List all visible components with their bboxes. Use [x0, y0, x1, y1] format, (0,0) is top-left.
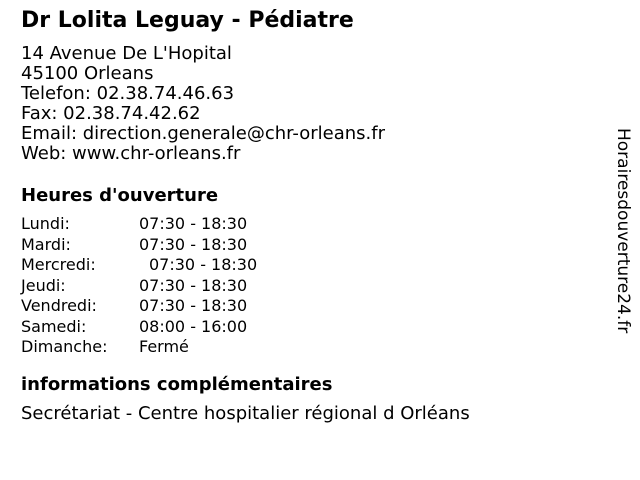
hours-row-saturday: [21, 317, 600, 338]
hours-day-label: Jeudi:: [21, 275, 66, 295]
contact-block: [21, 44, 600, 164]
hours-day-label: Lundi:: [21, 214, 70, 233]
opening-hours-table: [21, 214, 600, 358]
hours-time-value: 07:30 - 18:30: [139, 214, 248, 233]
site-watermark: Horairesdouverture24.fr: [613, 128, 633, 334]
hours-time-value: 08:00 - 16:00: [139, 316, 248, 336]
contact-street: 14 Avenue De L'Hopital: [21, 43, 232, 64]
hours-day-label: Dimanche:: [21, 337, 108, 356]
contact-fax: Fax: 02.38.74.42.62: [21, 103, 201, 124]
hours-row-tuesday: [21, 235, 600, 256]
contact-email: Email: direction.generale@chr-orleans.fr: [21, 123, 385, 144]
hours-day-label: Mardi:: [21, 234, 71, 254]
additional-info-text: Secrétariat - Centre hospitalier régional d Orléans: [21, 402, 470, 424]
contact-phone: Telefon: 02.38.74.46.63: [21, 83, 235, 104]
hours-row-sunday: [21, 337, 600, 358]
hours-row-monday: [21, 214, 600, 235]
contact-web: Web: www.chr-orleans.fr: [21, 143, 241, 164]
hours-time-value: Fermé: [139, 337, 189, 356]
contact-city: 45100 Orleans: [21, 63, 154, 84]
hours-time-value: 07:30 - 18:30: [149, 255, 258, 274]
page-title: Dr Lolita Leguay - Pédiatre: [21, 8, 354, 33]
hours-day-label: Vendredi:: [21, 296, 97, 315]
hours-day-label: Mercredi:: [21, 255, 96, 274]
hours-time-value: 07:30 - 18:30: [139, 234, 248, 254]
hours-day-label: Samedi:: [21, 316, 87, 336]
opening-hours-heading: Heures d'ouverture: [21, 185, 219, 206]
additional-info-heading: informations complémentaires: [21, 373, 333, 395]
hours-row-friday: [21, 296, 600, 317]
hours-row-thursday: [21, 276, 600, 297]
hours-time-value: 07:30 - 18:30: [139, 275, 248, 295]
hours-time-value: 07:30 - 18:30: [139, 296, 248, 315]
hours-row-wednesday: [21, 255, 600, 276]
